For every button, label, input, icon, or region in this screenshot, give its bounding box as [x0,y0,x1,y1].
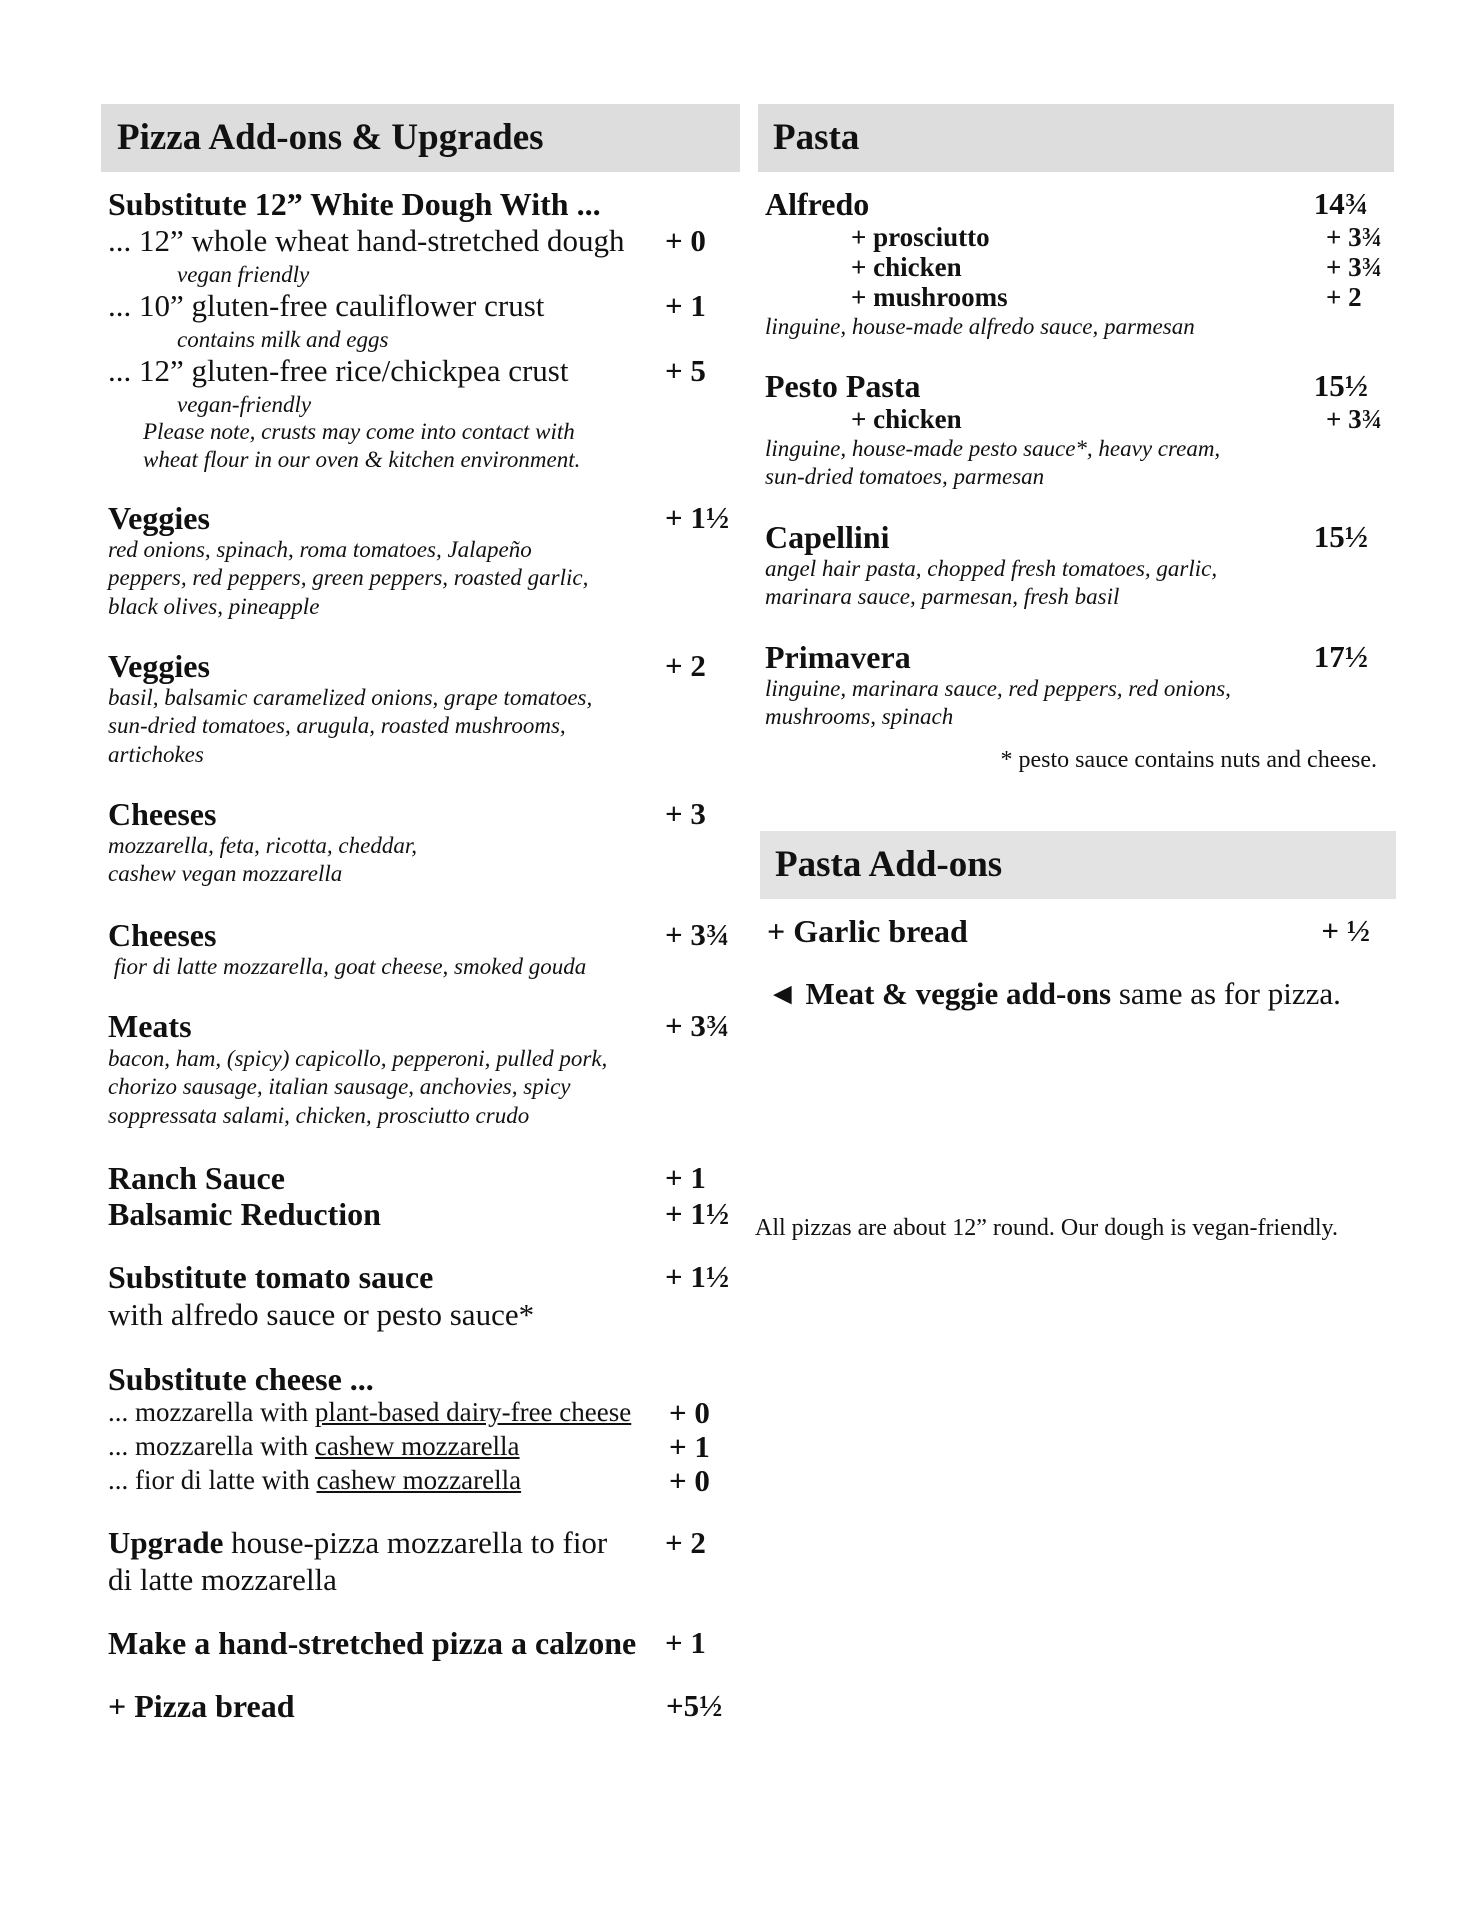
upgrade-text-cont: di latte mozzarella [108,1562,337,1597]
cheeses-title: Cheeses [108,796,217,832]
cheeses-price: + 3 [665,796,706,831]
option-prefix: ... mozzarella with [108,1397,315,1427]
dough-option-note: vegan friendly [177,262,310,287]
veggies-title: Veggies [108,500,210,536]
alfredo-addon-price: + 3¾ [1326,252,1382,282]
veggies-price: + 2 [665,648,706,683]
dough-option-label: ... 10” gluten-free cauliflower crust [108,288,545,323]
pizza-bread-title: + Pizza bread [108,1688,295,1724]
alfredo-price: 14¾ [1313,186,1368,221]
calzone-title: Make a hand-stretched pizza a calzone [108,1625,637,1661]
balsamic-price: + 1½ [665,1196,730,1231]
substitute-sauce-price: + 1½ [665,1259,730,1294]
capellini-price: 15½ [1313,519,1368,554]
alfredo-title: Alfredo [765,186,870,222]
dough-option-label: ... 12” whole wheat hand-stretched dough [108,223,625,258]
option-link[interactable]: plant-based dairy-free cheese [314,1397,632,1427]
meat-veggie-note [767,976,1341,1012]
capellini-title: Capellini [765,519,890,555]
general-note: All pizzas are about 12” round. Our dough is vegan-friendly. [755,1215,1338,1241]
ranch-sauce-title: Ranch Sauce [108,1160,285,1196]
substitute-cheese-price: + 0 [669,1463,710,1498]
dough-disclaimer: wheat flour in our oven & kitchen environment. [143,447,581,472]
pesto-price: 15½ [1313,368,1368,403]
substitute-cheese-price: + 1 [669,1429,710,1464]
alfredo-addon-label: + chicken [851,252,962,282]
pizza-bread-price: +5½ [666,1688,723,1723]
primavera-price: 17½ [1313,639,1368,674]
pesto-desc: sun-dried tomatoes, parmesan [765,464,1045,489]
dough-option-price: + 5 [665,353,706,388]
pesto-footnote: * pesto sauce contains nuts and cheese. [1000,747,1377,773]
option-link[interactable]: cashew mozzarella [314,1431,520,1461]
pesto-addon-label: + chicken [851,404,962,434]
substitute-cheese-option [108,1465,521,1496]
primavera-title: Primavera [765,639,911,675]
alfredo-desc: linguine, house-made alfredo sauce, parmesan [765,314,1195,339]
alfredo-addon-label: + mushrooms [851,282,1008,312]
meats-desc: soppressata salami, chicken, prosciutto crudo [108,1103,530,1128]
veggies-price: + 1½ [665,500,730,535]
dough-option-note: vegan-friendly [177,392,312,417]
alfredo-addon-price: + 3¾ [1326,222,1382,252]
option-link[interactable]: cashew mozzarella [316,1465,522,1495]
substitute-sauce-subtitle: with alfredo sauce or pesto sauce* [108,1297,535,1332]
cheeses-desc: mozzarella, feta, ricotta, cheddar, [108,833,417,858]
alfredo-addon-price: + 2 [1326,282,1362,312]
veggies-desc: basil, balsamic caramelized onions, grape tomatoes, [108,685,593,710]
dough-option-label: ... 12” gluten-free rice/chickpea crust [108,353,569,388]
primavera-desc: mushrooms, spinach [765,704,954,729]
veggies-title: Veggies [108,648,210,684]
veggies-desc: black olives, pineapple [108,594,320,619]
option-prefix: ... fior di latte with [108,1465,317,1495]
garlic-bread-price: + ½ [1321,913,1370,948]
meats-desc: bacon, ham, (spicy) capicollo, pepperoni, pulled pork, [108,1046,608,1071]
pesto-title: Pesto Pasta [765,368,921,404]
dough-option-note: contains milk and eggs [177,327,389,352]
cheeses-title: Cheeses [108,917,217,953]
upgrade-rest: house-pizza mozzarella to fior [223,1525,608,1560]
pesto-desc: linguine, house-made pesto sauce*, heavy cream, [765,436,1221,461]
ranch-sauce-price: + 1 [665,1160,706,1195]
pasta-addons-header: Pasta Add-ons [760,831,1396,899]
veggies-desc: red onions, spinach, roma tomatoes, Jalapeño [108,537,532,562]
substitute-cheese-price: + 0 [669,1395,710,1430]
substitute-cheese-option [108,1397,631,1428]
calzone-price: + 1 [665,1625,706,1660]
dough-disclaimer: Please note, crusts may come into contact with [143,419,575,444]
alfredo-addon-label: + prosciutto [851,222,990,252]
capellini-desc: marinara sauce, parmesan, fresh basil [765,584,1120,609]
substitute-cheese-option [108,1431,520,1462]
meats-title: Meats [108,1008,192,1044]
cheeses-desc: fior di latte mozzarella, goat cheese, smoked gouda [108,954,587,979]
cheeses-price: + 3¾ [665,917,730,952]
meats-desc: chorizo sausage, italian sausage, anchovies, spicy [108,1074,571,1099]
upgrade-price: + 2 [665,1525,706,1560]
meat-veggie-rest: same as for pizza. [1111,976,1341,1011]
dough-option-price: + 0 [665,223,706,258]
veggies-desc: sun-dried tomatoes, arugula, roasted mushrooms, [108,713,566,738]
upgrade-bold: Upgrade [108,1525,224,1560]
substitute-sauce-title: Substitute tomato sauce [108,1259,434,1295]
pesto-addon-price: + 3¾ [1326,404,1382,434]
capellini-desc: angel hair pasta, chopped fresh tomatoes, garlic, [765,556,1218,581]
veggies-desc: peppers, red peppers, green peppers, roasted garlic, [108,565,589,590]
pasta-header: Pasta [758,104,1394,172]
left-arrow-icon: ◄ [767,976,806,1011]
dough-section-title: Substitute 12” White Dough With ... [108,186,601,222]
substitute-cheese-title: Substitute cheese ... [108,1361,374,1397]
primavera-desc: linguine, marinara sauce, red peppers, red onions, [765,676,1231,701]
option-prefix: ... mozzarella with [108,1431,315,1461]
cheeses-desc: cashew vegan mozzarella [108,861,343,886]
meat-veggie-bold: Meat & veggie add-ons [805,976,1112,1011]
pizza-addons-header: Pizza Add-ons & Upgrades [101,104,740,172]
balsamic-title: Balsamic Reduction [108,1196,381,1232]
meats-price: + 3¾ [665,1008,730,1043]
garlic-bread-title: + Garlic bread [767,913,968,949]
dough-option-price: + 1 [665,288,706,323]
upgrade-text [108,1525,607,1561]
veggies-desc: artichokes [108,742,204,767]
